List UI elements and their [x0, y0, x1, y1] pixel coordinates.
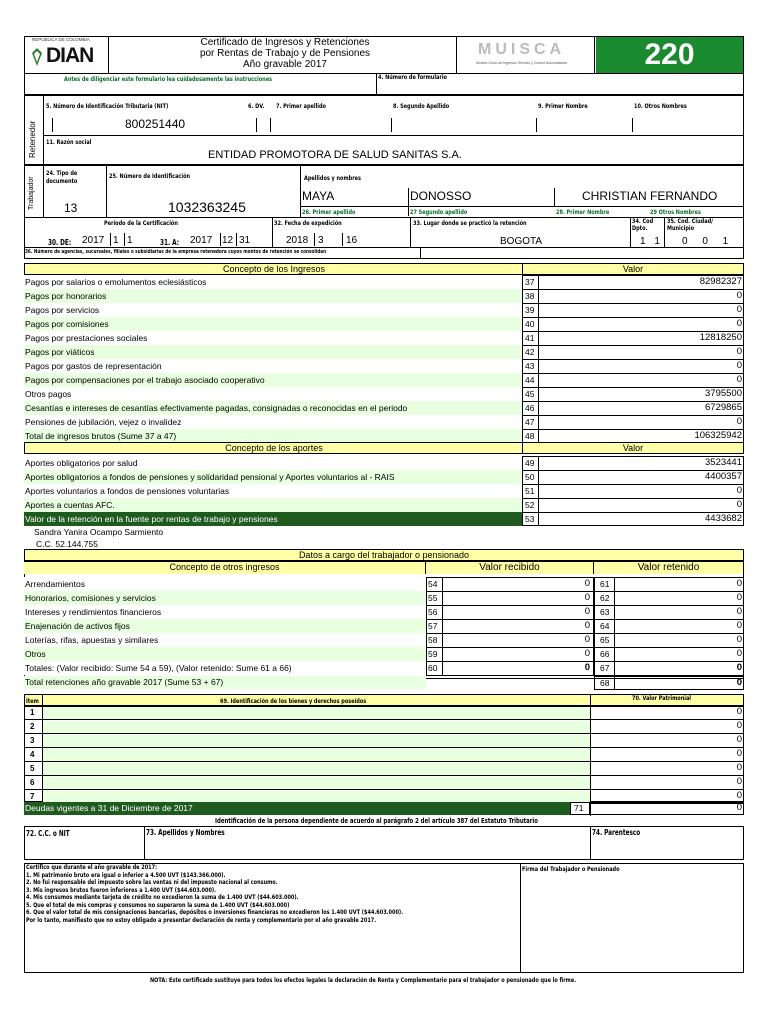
retencion-label: Valor de la retención en la fuente por rentas de trabajo y pensiones — [25, 514, 278, 524]
a-day: 31 — [239, 235, 251, 246]
segundo-apellido: DONOSSO — [410, 189, 472, 203]
razon-label: 11. Razón social — [46, 138, 92, 146]
bienes-valor-header: 70. Valor Patrimonial — [632, 694, 692, 702]
otro-num2: 63 — [600, 607, 610, 617]
bien-val: 0 — [736, 790, 742, 801]
divider — [442, 661, 443, 676]
firma-cc: C.C. 52.144.755 — [36, 539, 98, 549]
ingreso-val: 0 — [736, 318, 742, 329]
lugar-value: BOGOTA — [500, 236, 543, 247]
trabajador-side-label: Trabajador — [28, 176, 35, 210]
deudas-val: 0 — [736, 802, 742, 813]
nit-label: 5. Número de Identificación Tributaria (NIT) — [46, 102, 169, 110]
de-year: 2017 — [82, 235, 105, 246]
row-bg — [24, 387, 522, 401]
ingreso-label: Cesantías e intereses de cesantías efectivamente pagadas, consignadas o reconocidas en el periodo — [25, 403, 408, 413]
otro-val1: 0 — [584, 648, 590, 659]
ap2-label: 8. Segundo Apellido — [393, 102, 450, 110]
divider — [538, 359, 539, 374]
otro-num2: 64 — [600, 621, 610, 631]
bien-item: 3 — [30, 736, 35, 745]
otro-label: Intereses y rendimientos financieros — [25, 607, 162, 617]
otro-label: Arrendamientos — [25, 579, 86, 589]
ingreso-val: 0 — [736, 290, 742, 301]
bienes-item-header: Ítem — [26, 697, 39, 705]
ingreso-label: Pagos por honorarios — [25, 291, 107, 301]
divider — [614, 591, 615, 606]
ingreso-label: Otros pagos — [25, 389, 72, 399]
otro-val1: 0 — [584, 578, 590, 589]
ingreso-val: 0 — [736, 416, 742, 427]
ingreso-num: 46 — [525, 403, 535, 413]
aporte-label: Aportes obligatorios a fondos de pensiones y solidaridad pensional y Aportes voluntarios al - RAIS — [25, 472, 395, 482]
otro-num1: 55 — [428, 593, 438, 603]
country-label: REPUBLICA DE COLOMBIA — [32, 37, 90, 42]
ingreso-val: 12818250 — [699, 332, 742, 343]
exp-day: 16 — [346, 235, 358, 246]
otro-val2: 0 — [736, 606, 742, 617]
divider — [538, 401, 539, 416]
ingreso-val: 0 — [736, 346, 742, 357]
otro-val1: 0 — [584, 634, 590, 645]
divider — [538, 373, 539, 388]
dpto-label: 34. Cod Dpto. — [632, 217, 654, 232]
ingreso-num: 48 — [525, 431, 535, 441]
exp-month: 3 — [318, 235, 324, 246]
dependiente-apellidos: 73. Apellidos y Nombres — [146, 828, 225, 837]
bien-row-bg — [43, 721, 590, 733]
certifico-line: 6. Que el valor total de mis consignaciones bancarias, depósitos o inversiones financieras no excedieron los 1.400 UVT ($44.603.000). — [26, 908, 404, 916]
form-number: 220 — [596, 37, 743, 73]
dpto-value: 1 1 — [640, 236, 660, 247]
firma-name: Sandra Yanira Ocampo Sarmiento — [34, 527, 164, 537]
muisca-subtitle: Modelo Único de Ingresos Servicio y Control Automatizado — [476, 61, 568, 65]
bien-val: 0 — [736, 734, 742, 745]
divider — [614, 647, 615, 662]
expedicion-label: 32. Fecha de expedición — [274, 219, 342, 227]
divider — [538, 331, 539, 346]
otro-num2: 61 — [600, 579, 610, 589]
aportes-valor-header: Valor — [522, 442, 744, 454]
ingreso-label: Total de ingresos brutos (Sume 37 a 47) — [25, 431, 177, 441]
certifico-text — [26, 864, 520, 924]
ingreso-label: Pagos por servicios — [25, 305, 100, 315]
dependiente-parentesco: 74. Parentesco — [592, 828, 641, 837]
ingreso-num: 45 — [525, 389, 535, 399]
nit-value: 800251440 — [125, 117, 186, 131]
bien-item: 2 — [30, 722, 35, 731]
divider — [442, 577, 443, 592]
otro-num2: 66 — [600, 649, 610, 659]
certifico-line: Por lo tanto, manifiesto que no estoy obligado a presentar declaración de renta y complementario por el año gravable 2017. — [26, 915, 377, 924]
divider — [614, 605, 615, 620]
instructions: Antes de diligenciar este formulario lea cuidadosamente las instrucciones — [64, 75, 273, 83]
divider — [538, 289, 539, 304]
ingreso-val: 0 — [736, 304, 742, 315]
otro-val2: 0 — [736, 648, 742, 659]
divider — [614, 577, 615, 592]
ingreso-label: Pagos por viáticos — [25, 347, 95, 357]
a-month: 12 — [222, 235, 234, 246]
deudas-num: 71 — [574, 803, 584, 813]
total-retenciones-val: 0 — [736, 677, 742, 688]
ingreso-val: 106325942 — [694, 430, 742, 441]
ingreso-num: 39 — [525, 305, 535, 315]
aporte-val: 4400357 — [705, 471, 742, 482]
tipo-doc: 13 — [64, 201, 78, 215]
bien-item: 5 — [30, 764, 35, 773]
otro-val2: 0 — [736, 592, 742, 603]
ingreso-num: 42 — [525, 347, 535, 357]
bien-item: 6 — [30, 778, 35, 787]
num-id: 1032363245 — [168, 199, 246, 215]
bien-item: 1 — [30, 708, 35, 717]
otro-num1: 60 — [428, 663, 438, 673]
dv-label: 6. DV. — [248, 102, 265, 110]
razon-value: ENTIDAD PROMOTORA DE SALUD SANITAS S.A. — [208, 149, 462, 161]
ingreso-num: 47 — [525, 417, 535, 427]
otro-label: Totales: (Valor recibido: Sume 54 a 59), (Valor retenido: Sume 61 a 66) — [25, 663, 292, 673]
dian-logo: DIAN — [46, 44, 94, 67]
dian-logo-icon — [30, 47, 44, 67]
n2-label: 10. Otros Nombres — [634, 102, 687, 110]
total-retenciones-label: Total retenciones año gravable 2017 (Sume 53 + 67) — [25, 677, 224, 687]
nota: NOTA: Este certificado sustituye para todos los efectos legales la declaración de Renta y Complementario para el trabajador o pensionado que lo firme. — [150, 976, 577, 984]
aporte-num: 52 — [525, 500, 535, 510]
ap2-sub: 27 Segundo apellido — [410, 208, 468, 216]
divider — [538, 275, 539, 290]
divider — [442, 619, 443, 634]
mun-label: 35. Cod. Ciudad/ Municipio — [667, 217, 713, 232]
retenedor-side-label: Retenedor — [28, 120, 37, 158]
row-bg — [24, 647, 426, 661]
aporte-val: 3523441 — [705, 457, 742, 468]
otro-val2: 0 — [736, 634, 742, 645]
otro-val1: 0 — [584, 592, 590, 603]
divider — [614, 619, 615, 634]
otro-val2: 0 — [736, 662, 742, 673]
otro-val2: 0 — [736, 578, 742, 589]
form-title: Certificado de Ingresos y Retenciones por Rentas de Trabajo y de Pensiones Año gravable 2017 — [199, 37, 371, 70]
a-year: 2017 — [190, 235, 213, 246]
n1-label: 9. Primer Nombre — [538, 102, 588, 110]
certifico-line: 2. No fui responsable del impuesto sobre las ventas ni del impuesto nacional al consumo. — [26, 878, 278, 886]
otro-num1: 57 — [428, 621, 438, 631]
divider — [538, 415, 539, 430]
divider — [442, 633, 443, 648]
otro-label: Loterías, rifas, apuestas y similares — [25, 635, 159, 645]
otro-num1: 59 — [428, 649, 438, 659]
ingreso-label: Pensiones de jubilación, vejez o invalidez — [25, 417, 182, 427]
bien-val: 0 — [736, 762, 742, 773]
de-month: 1 — [113, 235, 119, 246]
bien-val: 0 — [736, 706, 742, 717]
dependiente-title: Identificación de la persona dependiente de acuerdo al parágrafo 2 del artículo 387 del Estatuto Tributario — [215, 817, 538, 825]
divider — [442, 605, 443, 620]
divider — [538, 345, 539, 360]
divider — [538, 456, 539, 471]
bien-val: 0 — [736, 720, 742, 731]
total-retenciones-num: 68 — [600, 678, 610, 688]
otro-num2: 62 — [600, 593, 610, 603]
ap1-label: 7. Primer apellido — [276, 102, 326, 110]
bien-item: 7 — [30, 792, 35, 801]
n1-sub: 28. Primer Nombre — [556, 208, 610, 216]
otro-num2: 67 — [600, 663, 610, 673]
ingreso-num: 44 — [525, 375, 535, 385]
bien-row-bg — [43, 707, 590, 719]
ingreso-val: 0 — [736, 374, 742, 385]
certifico-line: 5. Que el total de mis compras y consumos no superaron la suma de 1.400 UVT ($44.603.000) — [26, 900, 290, 909]
ingreso-val: 82982327 — [699, 276, 742, 287]
firma-trabajador-label: Firma del Trabajador o Pensionado — [522, 865, 620, 873]
primer-apellido: MAYA — [302, 189, 335, 203]
divider — [538, 317, 539, 332]
aporte-num: 50 — [525, 472, 535, 482]
ingreso-num: 43 — [525, 361, 535, 371]
certifico-line: 4. Mis consumos mediante tarjeta de crédito no excedieron la suma de 1.400 UVT ($44.603.000). — [26, 893, 299, 901]
nombres-label: Apellidos y nombres — [304, 174, 362, 182]
tipo-doc-label: 24. Tipo de documento — [46, 169, 78, 185]
bien-row-bg — [43, 777, 590, 789]
otro-val1: 0 — [584, 606, 590, 617]
aporte-num: 51 — [525, 486, 535, 496]
aporte-val: 0 — [736, 499, 742, 510]
deudas-label: Deudas vigentes a 31 de Diciembre de 2017 — [25, 803, 193, 813]
aporte-label: Aportes obligatorios por salud — [25, 458, 138, 468]
certifico-line: 3. Mis ingresos brutos fueron inferiores a 1.400 UVT ($44.603.000). — [26, 885, 217, 894]
otros-concepto-header: Concepto de otros ingresos — [24, 562, 426, 574]
aporte-num: 49 — [525, 458, 535, 468]
otros-retenido-header: Valor retenido — [594, 562, 743, 574]
otro-val1: 0 — [584, 620, 590, 631]
a-label: 31. A: — [160, 238, 180, 247]
ingreso-num: 38 — [525, 291, 535, 301]
divider — [538, 470, 539, 485]
aportes-header: Concepto de los aportes — [24, 442, 524, 454]
bien-val: 0 — [736, 776, 742, 787]
ingreso-val: 0 — [736, 360, 742, 371]
aporte-label: Aportes a cuentas AFC. — [25, 500, 115, 510]
bien-val: 0 — [736, 748, 742, 759]
ingreso-num: 40 — [525, 319, 535, 329]
ingreso-num: 37 — [525, 277, 535, 287]
form-number-field-label: 4. Número de formulario — [378, 73, 447, 81]
aporte-label: Aportes voluntarios a fondos de pensiones voluntarias — [25, 486, 230, 496]
otro-label: Otros — [25, 649, 46, 659]
aporte-val: 0 — [736, 485, 742, 496]
certifico-line: Certifico que durante el año gravable de 2017: — [26, 863, 158, 871]
exp-year: 2018 — [286, 235, 309, 246]
ap1-sub: 26. Primer apellido — [302, 208, 356, 216]
bien-row-bg — [43, 763, 590, 775]
ingreso-val: 6729865 — [705, 402, 742, 413]
divider — [538, 484, 539, 499]
retencion-val: 4433682 — [705, 513, 742, 524]
otro-label: Honorarios, comisiones y servicios — [25, 593, 156, 603]
ingresos-valor-header: Valor — [522, 263, 744, 275]
row-bg — [24, 345, 522, 359]
otros-recibido-header: Valor recibido — [426, 562, 594, 574]
ingreso-label: Pagos por compensaciones por el trabajo asociado cooperativo — [25, 375, 265, 385]
n2-sub: 29 Otros Nombres — [650, 208, 701, 216]
bien-item: 4 — [30, 750, 35, 759]
ingreso-label: Pagos por comisiones — [25, 319, 109, 329]
divider — [538, 387, 539, 402]
divider — [442, 647, 443, 662]
otros-section-header: Datos a cargo del trabajador o pensionado — [24, 549, 744, 561]
otro-val1: 0 — [584, 662, 590, 673]
bien-row-bg — [43, 749, 590, 761]
nombres: CHRISTIAN FERNANDO — [582, 189, 718, 203]
certifico-line: 1. Mi patrimonio bruto era igual o inferior a 4.500 UVT ($143.366.000). — [26, 870, 226, 879]
bien-row-bg — [43, 735, 590, 747]
periodo-label: Período de la Certificación — [104, 219, 178, 227]
divider — [538, 303, 539, 318]
divider — [614, 661, 615, 676]
lugar-label: 33. Lugar donde se practicó la retención — [413, 219, 527, 227]
ingreso-label: Pagos por prestaciones sociales — [25, 333, 148, 343]
divider — [538, 498, 539, 513]
ingreso-label: Pagos por salarios o emolumentos eclesiásticos — [25, 277, 207, 287]
otro-val2: 0 — [736, 620, 742, 631]
de-day: 1 — [127, 235, 133, 246]
divider — [614, 633, 615, 648]
de-label: 30. DE: — [48, 238, 72, 247]
retencion-num: 53 — [525, 514, 535, 524]
ingresos-header: Concepto de los Ingresos — [24, 263, 524, 275]
num-id-label: 25. Número de Identificación — [109, 172, 191, 180]
mun-value: 0 0 1 — [682, 236, 729, 247]
ingreso-label: Pagos por gastos de representación — [25, 361, 162, 371]
ingreso-val: 3795500 — [705, 388, 742, 399]
muisca-logo: MUISCA — [478, 41, 566, 58]
otro-num1: 54 — [428, 579, 438, 589]
otro-num2: 65 — [600, 635, 610, 645]
ingreso-num: 41 — [525, 333, 535, 343]
otro-num1: 58 — [428, 635, 438, 645]
otro-label: Enajenación de activos fijos — [25, 621, 130, 631]
dependiente-cc: 72. C.C. o NIT — [26, 829, 70, 838]
agencias-label: 36. Número de agencias, sucursales, filiales o subsidiarias de la empresa retenedora cuyos montos de retención se consolidan — [25, 249, 327, 255]
bienes-title: 69. Identificación de los bienes y derechos poseídos — [220, 697, 367, 705]
divider — [442, 591, 443, 606]
otro-num1: 56 — [428, 607, 438, 617]
